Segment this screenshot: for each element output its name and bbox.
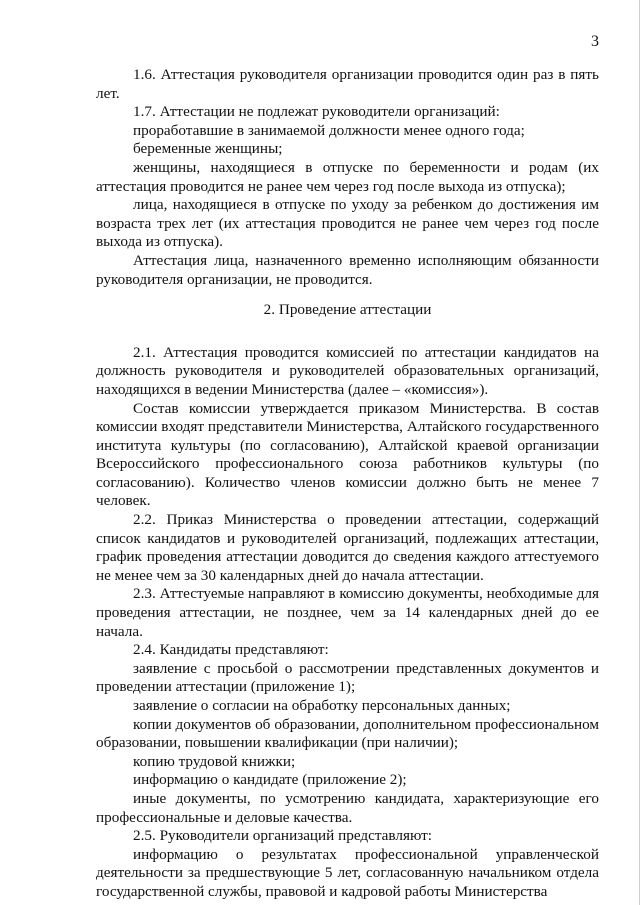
list-item: иные документы, по усмотрению кандидата, характеризующие его профессиональные и деловые качества. bbox=[96, 789, 599, 826]
paragraph-2-4: 2.4. Кандидаты представляют: bbox=[133, 641, 329, 659]
list-item: женщины, находящиеся в отпуске по беременности и родам (их аттестация проводится не ранее чем через год после выхода из отпуска); bbox=[96, 158, 599, 195]
list-item: копию трудовой книжки; bbox=[133, 752, 296, 770]
paragraph-1-7: 1.7. Аттестации не подлежат руководители организаций: bbox=[133, 103, 500, 121]
list-item: заявление о согласии на обработку персональных данных; bbox=[133, 697, 511, 714]
list-item: копии документов об образовании, дополнительном профессиональном образовании, повышении квалификации (при наличии); bbox=[96, 715, 599, 752]
list-item: информацию о кандидате (приложение 2); bbox=[133, 771, 407, 789]
list-item: лица, находящиеся в отпуске по уходу за ребенком до достижения им возраста трех лет (их аттестация проводится не ранее чем через год после выхода из отпуска). bbox=[96, 196, 599, 251]
paragraph-2-3: 2.3. Аттестуемые направляют в комиссию документы, необходимые для проведения аттестации, не позднее, чем за 14 календарных дней до ее начала. bbox=[96, 585, 599, 640]
list-item: информацию о результатах профессиональной управленческой деятельности за предшествующие 5 лет, согласованную начальником отдела государственной службы, правовой и кадровой работы Министерства bbox=[96, 845, 599, 900]
page-number: 3 bbox=[591, 33, 599, 50]
paragraph-2-2: 2.2. Приказ Министерства о проведении аттестации, содержащий список кандидатов и руководителей организаций, подлежащих аттестации, график проведения аттестации доводится до сведения каждого аттестуемого не менее чем за 30 календарных дней до начала аттестации. bbox=[96, 511, 599, 584]
paragraph-acting-head: Аттестация лица, назначенного временно исполняющим обязанности руководителя организации, не проводится. bbox=[96, 251, 599, 288]
document-body bbox=[96, 66, 599, 902]
section-heading: 2. Проведение аттестации bbox=[263, 301, 432, 319]
paragraph-1-6: 1.6. Аттестация руководителя организации проводится один раз в пять лет. bbox=[96, 66, 599, 102]
list-item: заявление с просьбой о рассмотрении представленных документов и проведении аттестации (приложение 1); bbox=[96, 659, 599, 696]
paragraph-commission-composition: Состав комиссии утверждается приказом Министерства. В состав комиссии входят представители Министерства, Алтайского государственного института культуры (по согласованию), Алтайской краевой организации Всероссийского профессионального союза работников культуры (по согласованию). Количество членов комиссии должно быть не менее 7 человек. bbox=[96, 399, 599, 510]
paragraph-2-5: 2.5. Руководители организаций представляют: bbox=[133, 827, 432, 845]
paragraph-2-1: 2.1. Аттестация проводится комиссией по аттестации кандидатов на должность руководителя и руководителей образовательных организаций, находящихся в ведении Министерства (далее – «комиссия»). bbox=[96, 343, 599, 398]
list-item: проработавшие в занимаемой должности менее одного года; bbox=[133, 121, 525, 139]
list-item: беременные женщины; bbox=[133, 140, 283, 158]
